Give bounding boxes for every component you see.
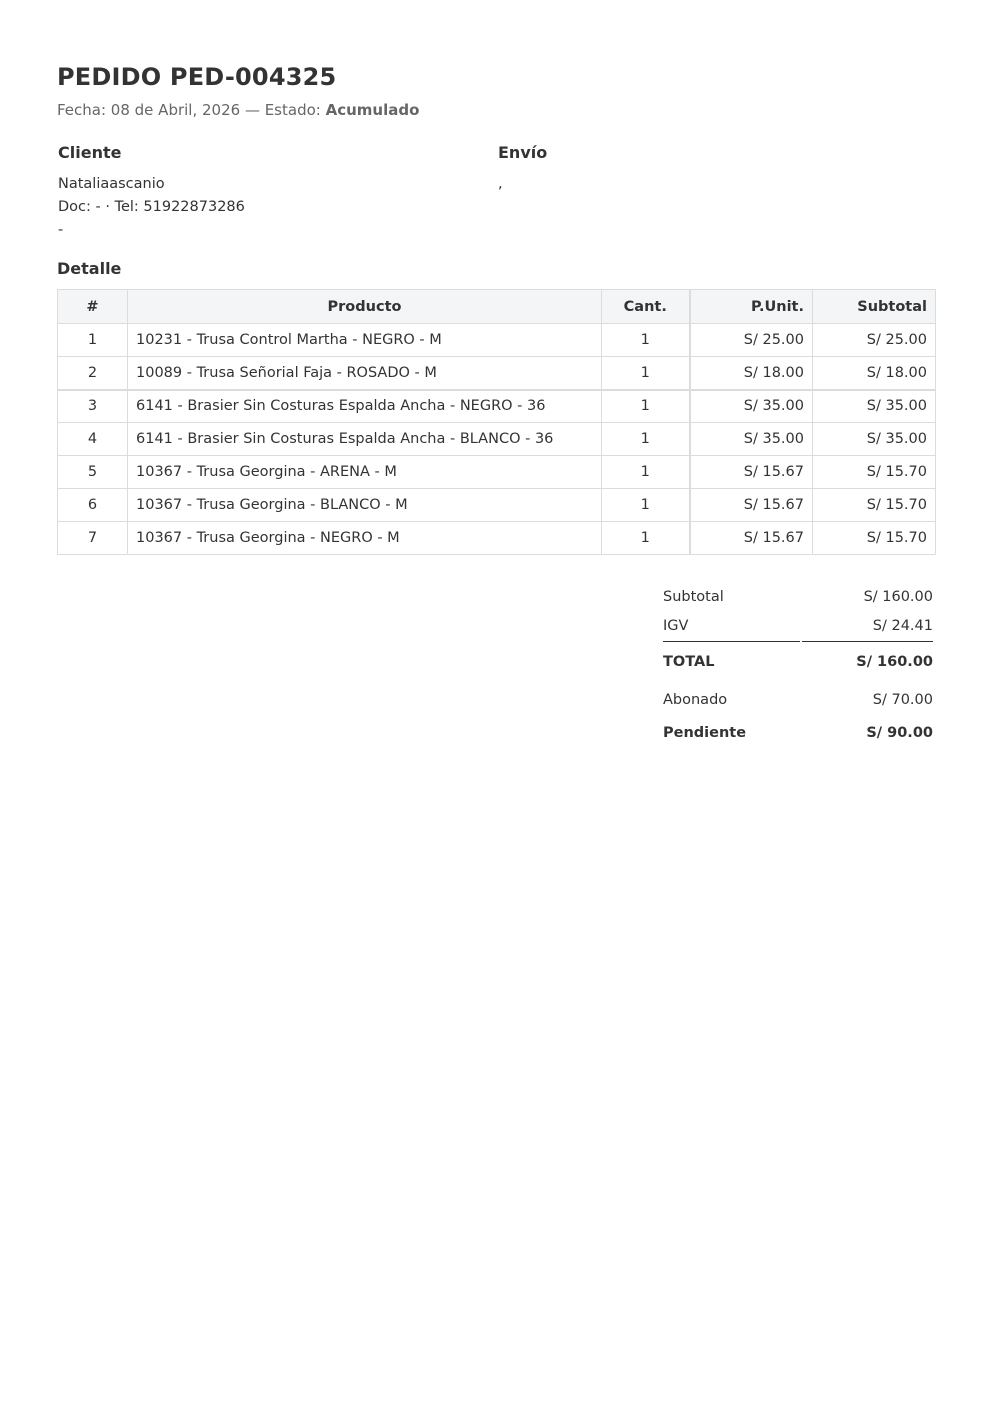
pending-label: Pendiente	[663, 725, 747, 741]
client-heading: Cliente	[58, 143, 122, 162]
cell-number: 6	[58, 489, 128, 522]
cell-subtotal: S/ 35.00	[813, 423, 936, 456]
table-header-row	[58, 290, 936, 324]
cell-quantity: 1	[602, 489, 690, 522]
pending-value: S/ 90.00	[866, 725, 933, 741]
totals-summary	[663, 583, 933, 748]
cell-quantity: 1	[602, 390, 690, 423]
detail-heading: Detalle	[57, 259, 122, 278]
paid-value: S/ 70.00	[872, 692, 933, 708]
table-row	[58, 456, 936, 489]
cell-unit-price: S/ 25.00	[690, 324, 813, 357]
subtotal-value: S/ 160.00	[863, 588, 933, 605]
column-header-unit-price: P.Unit.	[690, 290, 813, 324]
igv-label: IGV	[663, 618, 689, 634]
totals-total-row	[663, 642, 933, 682]
cell-subtotal: S/ 15.70	[813, 489, 936, 522]
client-section	[58, 143, 478, 242]
cell-unit-price: S/ 18.00	[690, 357, 813, 390]
cell-quantity: 1	[602, 456, 690, 489]
cell-unit-price: S/ 15.67	[690, 456, 813, 489]
cell-unit-price: S/ 35.00	[690, 423, 813, 456]
totals-subtotal-row	[663, 583, 933, 610]
subtotal-label: Subtotal	[663, 588, 724, 605]
column-header-subtotal: Subtotal	[813, 290, 936, 324]
cell-product: 10231 - Trusa Control Martha - NEGRO - M	[128, 324, 602, 357]
shipping-heading: Envío	[498, 143, 548, 162]
total-divider	[802, 641, 933, 642]
shipping-section	[498, 143, 918, 196]
cell-subtotal: S/ 35.00	[813, 390, 936, 423]
cell-number: 2	[58, 357, 128, 390]
total-value: S/ 160.00	[856, 654, 933, 670]
igv-value: S/ 24.41	[872, 618, 933, 634]
total-label: TOTAL	[663, 654, 715, 670]
cell-number: 1	[58, 324, 128, 357]
cell-subtotal: S/ 18.00	[813, 357, 936, 390]
cell-unit-price: S/ 15.67	[690, 522, 813, 555]
totals-igv-row	[663, 610, 933, 642]
cell-number: 4	[58, 423, 128, 456]
cell-quantity: 1	[602, 357, 690, 390]
client-name: Nataliaascanio	[58, 176, 165, 192]
cell-quantity: 1	[602, 423, 690, 456]
totals-paid-row	[663, 682, 933, 718]
column-header-number: #	[58, 290, 128, 324]
cell-subtotal: S/ 15.70	[813, 522, 936, 555]
table-row	[58, 423, 936, 456]
cell-number: 3	[58, 390, 128, 423]
cell-product: 10367 - Trusa Georgina - BLANCO - M	[128, 489, 602, 522]
cell-number: 7	[58, 522, 128, 555]
cell-product: 6141 - Brasier Sin Costuras Espalda Ancha - BLANCO - 36	[128, 423, 602, 456]
order-status: Acumulado	[325, 101, 420, 119]
cell-unit-price: S/ 35.00	[690, 390, 813, 423]
table-row	[58, 390, 936, 423]
column-header-product: Producto	[128, 290, 602, 324]
table-row	[58, 324, 936, 357]
cell-subtotal: S/ 15.70	[813, 456, 936, 489]
cell-unit-price: S/ 15.67	[690, 489, 813, 522]
cell-product: 10367 - Trusa Georgina - ARENA - M	[128, 456, 602, 489]
totals-pending-row	[663, 718, 933, 748]
cell-subtotal: S/ 25.00	[813, 324, 936, 357]
total-divider	[663, 641, 800, 642]
items-table	[57, 289, 936, 555]
cell-number: 5	[58, 456, 128, 489]
client-doc-tel: Doc: - · Tel: 51922873286	[58, 199, 245, 215]
cell-quantity: 1	[602, 522, 690, 555]
cell-product: 6141 - Brasier Sin Costuras Espalda Ancha - NEGRO - 36	[128, 390, 602, 423]
order-date-label: Fecha: 08 de Abril, 2026 — Estado:	[57, 101, 326, 119]
cell-quantity: 1	[602, 324, 690, 357]
page-title: PEDIDO PED-004325	[57, 63, 337, 91]
cell-product: 10367 - Trusa Georgina - NEGRO - M	[128, 522, 602, 555]
paid-label: Abonado	[663, 692, 728, 708]
order-meta	[57, 100, 419, 120]
table-row	[58, 522, 936, 555]
client-extra: -	[58, 222, 64, 238]
table-row	[58, 357, 936, 390]
column-header-quantity: Cant.	[602, 290, 690, 324]
shipping-address: ,	[498, 176, 503, 192]
cell-product: 10089 - Trusa Señorial Faja - ROSADO - M	[128, 357, 602, 390]
table-row	[58, 489, 936, 522]
